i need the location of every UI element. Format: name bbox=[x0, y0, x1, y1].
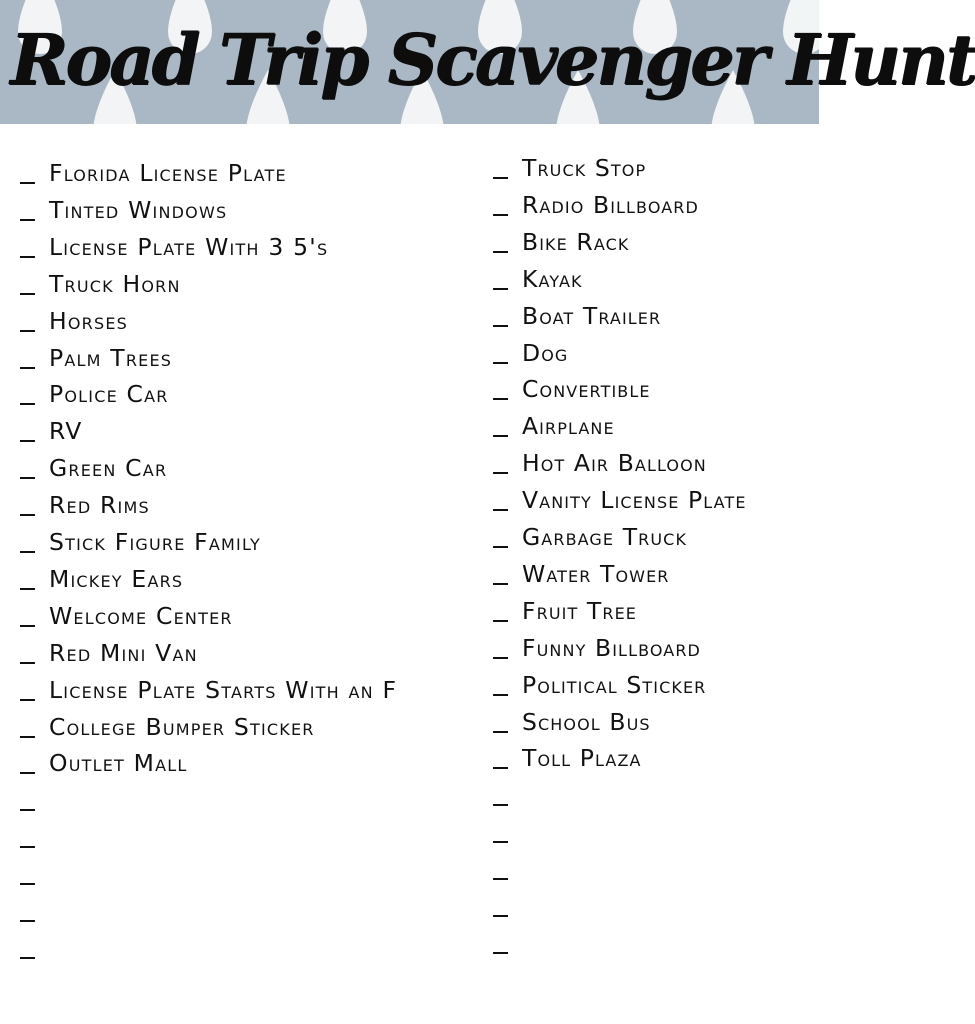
blank-line bbox=[493, 620, 508, 622]
blank-line bbox=[493, 583, 508, 585]
blank-line bbox=[493, 767, 508, 769]
blank-line bbox=[493, 362, 508, 364]
blank-line bbox=[493, 657, 508, 659]
checklist-item-label: Palm Trees bbox=[49, 343, 173, 372]
blank-line bbox=[493, 288, 508, 290]
blank-line bbox=[493, 546, 508, 548]
checklist-item-label: Hot Air Balloon bbox=[522, 449, 707, 478]
checklist-item-label: College Bumper Sticker bbox=[49, 712, 315, 741]
blank-line bbox=[20, 514, 35, 516]
checklist-item-label: Airplane bbox=[522, 412, 615, 441]
checklist-item-label: Truck Horn bbox=[49, 269, 181, 298]
checklist-item-label: Fruit Tree bbox=[522, 596, 637, 625]
checklist-item-label: Florida License Plate bbox=[49, 159, 287, 187]
blank-line bbox=[20, 256, 35, 258]
checklist-item-label: Mickey Ears bbox=[49, 564, 184, 593]
blank-line bbox=[20, 293, 35, 295]
checklist-item-label: Tinted Windows bbox=[49, 195, 228, 224]
checklist-item-label: School Bus bbox=[522, 707, 651, 736]
blank-line bbox=[20, 662, 35, 664]
blank-line bbox=[20, 625, 35, 627]
checklist-item-label: Toll Plaza bbox=[522, 744, 642, 773]
checklist-item-label: Funny Billboard bbox=[522, 633, 701, 662]
blank-line bbox=[20, 957, 35, 959]
blank-line bbox=[493, 878, 508, 880]
checklist-item-label: Water Tower bbox=[522, 559, 670, 588]
blank-line bbox=[493, 694, 508, 696]
blank-line bbox=[20, 477, 35, 479]
blank-line bbox=[493, 251, 508, 253]
blank-line bbox=[20, 920, 35, 922]
checklist-item-label: Red Rims bbox=[49, 491, 150, 520]
blank-line bbox=[20, 772, 35, 774]
checklist-item-label: Horses bbox=[49, 306, 129, 335]
blank-line bbox=[20, 440, 35, 442]
blank-line bbox=[493, 841, 508, 843]
header-banner bbox=[0, 0, 975, 124]
checklist-item-label: Welcome Center bbox=[49, 601, 233, 630]
checklist-item-label: Red Mini Van bbox=[49, 638, 198, 667]
checklist-item-label: Garbage Truck bbox=[522, 523, 688, 551]
blank-line bbox=[20, 699, 35, 701]
blank-line bbox=[493, 731, 508, 733]
blank-line bbox=[20, 330, 35, 332]
blank-line bbox=[20, 367, 35, 369]
checklist-item-label: Vanity License Plate bbox=[522, 486, 747, 515]
checklist-item-label: Stick Figure Family bbox=[49, 528, 261, 556]
blank-line bbox=[20, 846, 35, 848]
checklist-item-label: License Plate With 3 5's bbox=[49, 232, 329, 261]
blank-line bbox=[493, 177, 508, 179]
page-title: Road Trip Scavenger Hunt bbox=[10, 18, 975, 101]
checklist-item-label: Convertible bbox=[522, 375, 651, 404]
blank-line bbox=[20, 588, 35, 590]
blank-line bbox=[493, 472, 508, 474]
checklist-item-label: Dog bbox=[522, 338, 569, 367]
checklist-item-label: RV bbox=[49, 417, 83, 446]
blank-line bbox=[493, 952, 508, 954]
blank-line bbox=[20, 883, 35, 885]
checklist-item-label: Police Car bbox=[49, 380, 169, 409]
checklist-item-label: Green Car bbox=[49, 454, 168, 483]
blank-line bbox=[493, 804, 508, 806]
blank-line bbox=[493, 509, 508, 511]
checklist-item-label: Political Sticker bbox=[522, 670, 707, 699]
blank-line bbox=[493, 398, 508, 400]
checklist-item-label: Boat Trailer bbox=[522, 301, 662, 330]
checklist-item-label: License Plate Starts With an F bbox=[49, 675, 398, 704]
blank-line bbox=[493, 915, 508, 917]
blank-line bbox=[20, 551, 35, 553]
blank-line bbox=[20, 736, 35, 738]
checklist-item-label: Radio Billboard bbox=[522, 190, 699, 219]
blank-line bbox=[493, 435, 508, 437]
blank-line bbox=[20, 219, 35, 221]
blank-line bbox=[493, 325, 508, 327]
blank-line bbox=[20, 809, 35, 811]
blank-line bbox=[493, 214, 508, 216]
checklist-item-label: Bike Rack bbox=[522, 227, 630, 256]
checklist-item-label: Truck Stop bbox=[522, 154, 647, 182]
blank-line bbox=[20, 403, 35, 405]
checklist-item-label: Kayak bbox=[522, 264, 583, 293]
blank-line bbox=[20, 182, 35, 184]
checklist-item-label: Outlet Mall bbox=[49, 749, 188, 778]
